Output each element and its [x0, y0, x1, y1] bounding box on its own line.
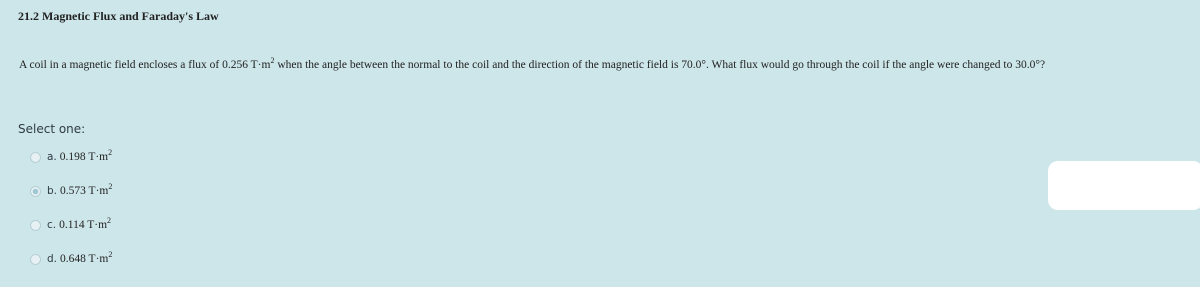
question-text-part2: when the angle between the normal to the coil and the direction of the magnetic field is 70.0°. What flux would go through the coil if the angle were changed to 30.0°?	[274, 59, 1046, 71]
answer-option-a[interactable]	[30, 146, 112, 168]
answer-letter: d.	[47, 253, 58, 265]
answer-option-c[interactable]	[30, 214, 112, 236]
answer-value	[60, 182, 113, 197]
answer-value-superscript: 2	[107, 216, 112, 226]
select-one-prompt: Select one:	[18, 122, 86, 136]
radio-button-b[interactable]	[30, 186, 41, 197]
radio-button-d[interactable]	[30, 254, 41, 265]
question-title: 21.2 Magnetic Flux and Faraday's Law	[18, 9, 219, 23]
question-text-part1: A coil in a magnetic field encloses a flux of 0.256 T·m	[19, 59, 271, 71]
answer-letter: b.	[47, 185, 58, 197]
answer-value-text: 0.198 T·m	[59, 151, 109, 163]
answer-letter: c.	[47, 219, 57, 231]
answer-value-superscript: 2	[108, 148, 113, 158]
question-text-superscript: 2	[270, 56, 275, 66]
question-text	[19, 55, 1184, 75]
answer-value-text: 0.114 T·m	[59, 219, 108, 231]
answer-letter: a.	[47, 151, 57, 163]
answer-option-d[interactable]	[30, 248, 112, 270]
answer-value	[60, 250, 113, 265]
redaction-box	[1048, 161, 1200, 210]
answer-value	[59, 148, 113, 163]
answer-value-superscript: 2	[108, 182, 113, 192]
answer-value	[59, 216, 112, 231]
answer-value-text: 0.648 T·m	[60, 253, 109, 265]
answer-options	[30, 146, 112, 282]
radio-button-c[interactable]	[30, 220, 41, 231]
answer-value-text: 0.573 T·m	[60, 185, 109, 197]
answer-option-b[interactable]	[30, 180, 112, 202]
answer-value-superscript: 2	[108, 250, 113, 260]
radio-button-a[interactable]	[30, 152, 41, 163]
